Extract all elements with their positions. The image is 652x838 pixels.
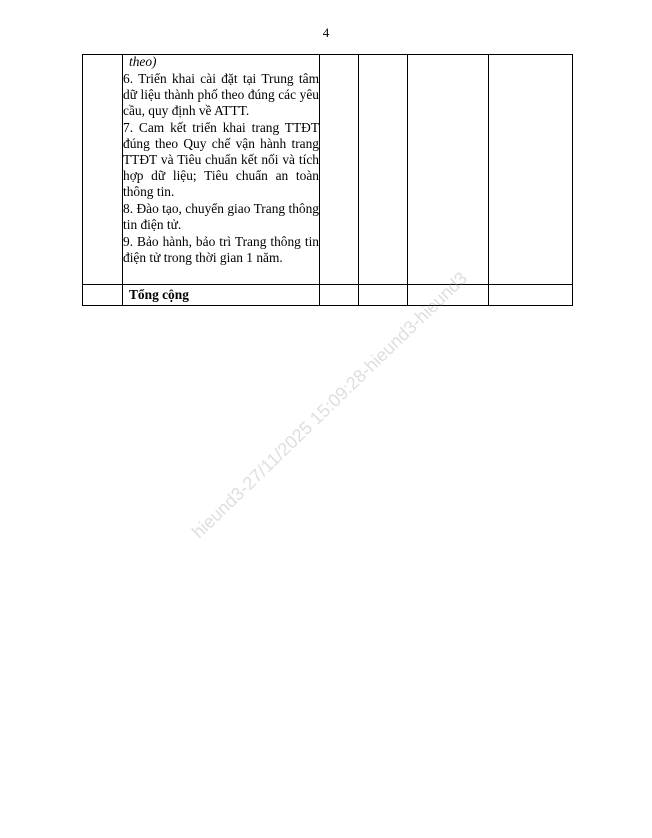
total-label-cell: [123, 285, 320, 306]
empty-cell: [320, 55, 359, 285]
empty-cell: [408, 55, 489, 285]
item-6: 6. Triển khai cài đặt tại Trung tâm dữ liệu thành phố theo đúng các yêu cầu, quy định về ATTT.: [123, 71, 319, 118]
page-number: 4: [322, 25, 330, 40]
table-row: [83, 55, 573, 285]
item-9: 9. Bảo hành, bảo trì Trang thông tin điện tử trong thời gian 1 năm.: [123, 234, 319, 265]
empty-cell: [489, 285, 573, 306]
item-8: 8. Đào tạo, chuyển giao Trang thông tin điện tử.: [123, 201, 319, 232]
quotation-table: [82, 54, 573, 306]
stt-cell: [83, 55, 123, 285]
empty-cell: [320, 285, 359, 306]
empty-cell: [359, 285, 408, 306]
stt-cell: [83, 285, 123, 306]
watermark: hieund3-27/11/2025 15:09:28-hieund3-hieund3: [188, 268, 472, 543]
content-cell: [123, 55, 320, 285]
empty-cell: [489, 55, 573, 285]
item-7: 7. Cam kết triển khai trang TTĐT đúng theo Quy chế vận hành trang TTĐT và Tiêu chuẩn kết nối và tích hợp dữ liệu; Tiêu chuẩn an toàn thông tin.: [123, 120, 319, 199]
total-label: Tổng cộng: [129, 287, 189, 302]
empty-cell: [359, 55, 408, 285]
empty-cell: [408, 285, 489, 306]
total-row: [83, 285, 573, 306]
item-continuation: theo): [129, 54, 157, 69]
